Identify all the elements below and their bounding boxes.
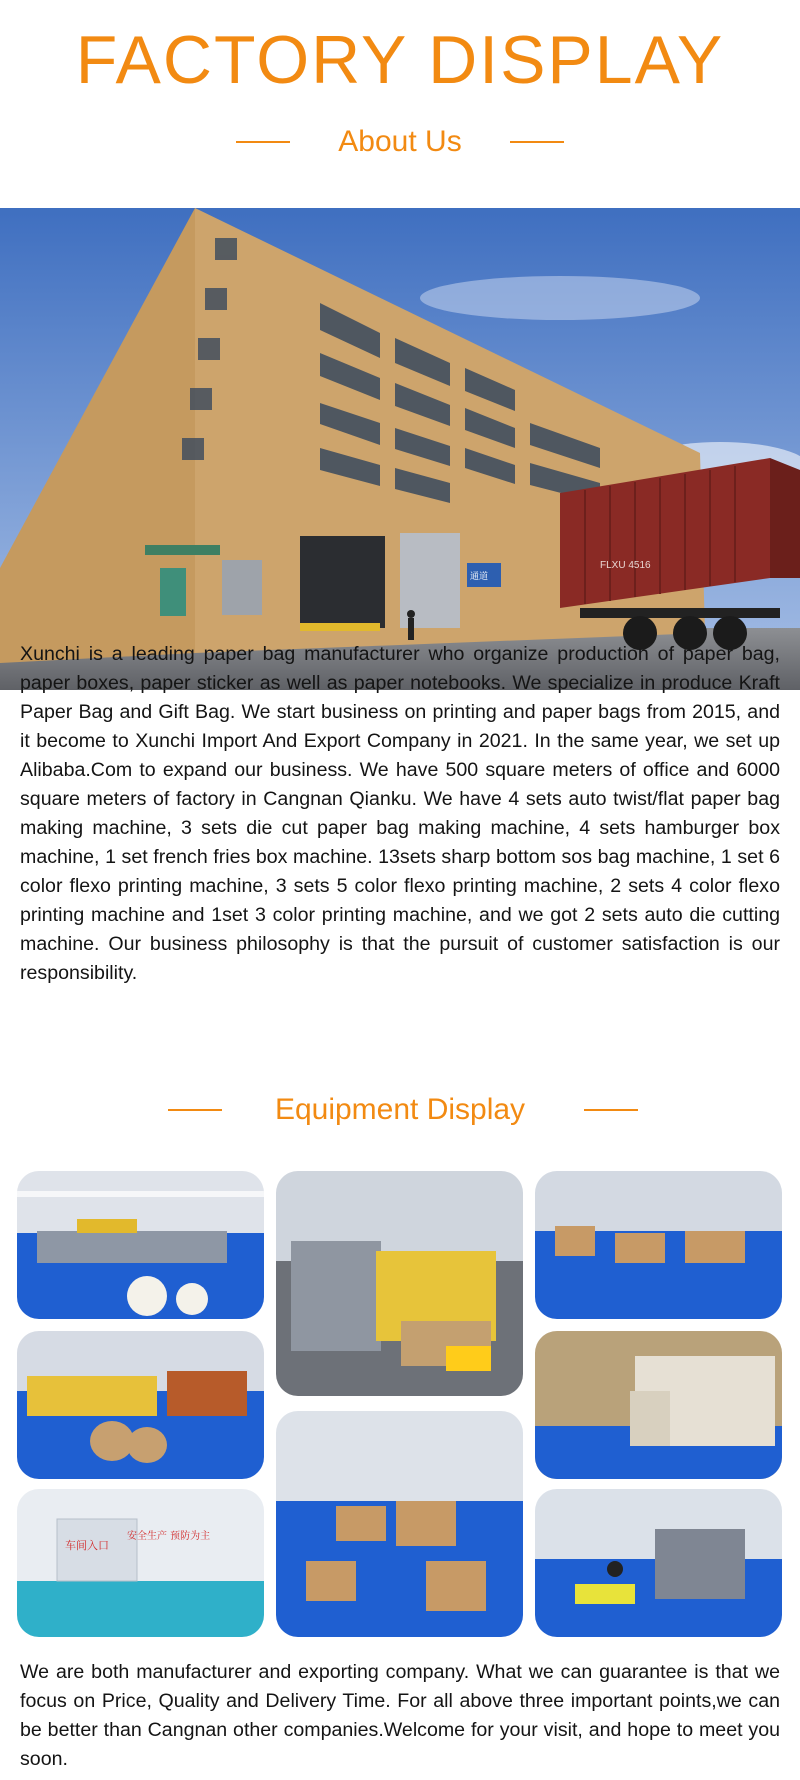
equipment-photo-printing-machine xyxy=(276,1171,523,1396)
equipment-display-heading xyxy=(0,1090,800,1130)
equipment-photo-paper-rolls xyxy=(17,1331,264,1479)
wall-sign-right-text: 安全生产 预防为主 xyxy=(127,1531,211,1542)
equipment-photo-stacked-boxes xyxy=(535,1331,782,1479)
heading-line-right xyxy=(584,1109,638,1111)
about-description: Xunchi is a leading paper bag manufacturer who organize production of paper bag, paper boxes, paper sticker as well as paper notebooks. We specialize in produce Kraft Paper Bag and Gift Bag. We start business on printing and paper bags from 2015, and it become to Xunchi Import And Export Company in 2021. In the same year, we set up Alibaba.Com to expand our business. We have 500 square meters of office and 6000 square meters of factory in Cangnan Qianku. We have 4 sets auto twist/flat paper bag making machine, 3 sets die cut paper bag making machine, 4 sets hamburger box machine, 1 set french fries box machine. 13sets sharp bottom sos bag machine, 1 set 6 color flexo printing machine, 3 sets 5 color flexo printing machine, 2 sets 4 color flexo printing machine and 1set 3 color printing machine, and we got 2 sets auto die cutting machine. Our business philosophy is that the pursuit of customer satisfaction is our responsibility. xyxy=(20,643,780,984)
truck-sign-text: FLXU 4516 xyxy=(600,560,651,571)
page-title: FACTORY DISPLAY xyxy=(75,22,725,98)
factory-building-photo xyxy=(0,208,800,690)
wall-sign-left-text: 车间入口 xyxy=(65,1539,109,1552)
equipment-photo-workshop-entrance xyxy=(17,1489,264,1637)
about-us-heading xyxy=(0,122,800,162)
equipment-photo-machine-operators xyxy=(535,1489,782,1637)
door-sign-text: 通道 xyxy=(470,572,489,582)
equipment-photo-workshop xyxy=(17,1171,264,1319)
heading-line-right xyxy=(510,141,564,143)
equipment-display-label: Equipment Display xyxy=(274,1093,526,1126)
footer-description: We are both manufacturer and exporting company. What we can guarantee is that we focus on Price, Quality and Delivery Time. For all above three important points,we can be better than Cangnan other companies.Welcome for your visit, and hope to meet you soon. xyxy=(20,1661,780,1770)
equipment-photo-packaging-area xyxy=(276,1411,523,1637)
about-us-label: About Us xyxy=(338,125,462,158)
equipment-photo-warehouse xyxy=(535,1171,782,1319)
